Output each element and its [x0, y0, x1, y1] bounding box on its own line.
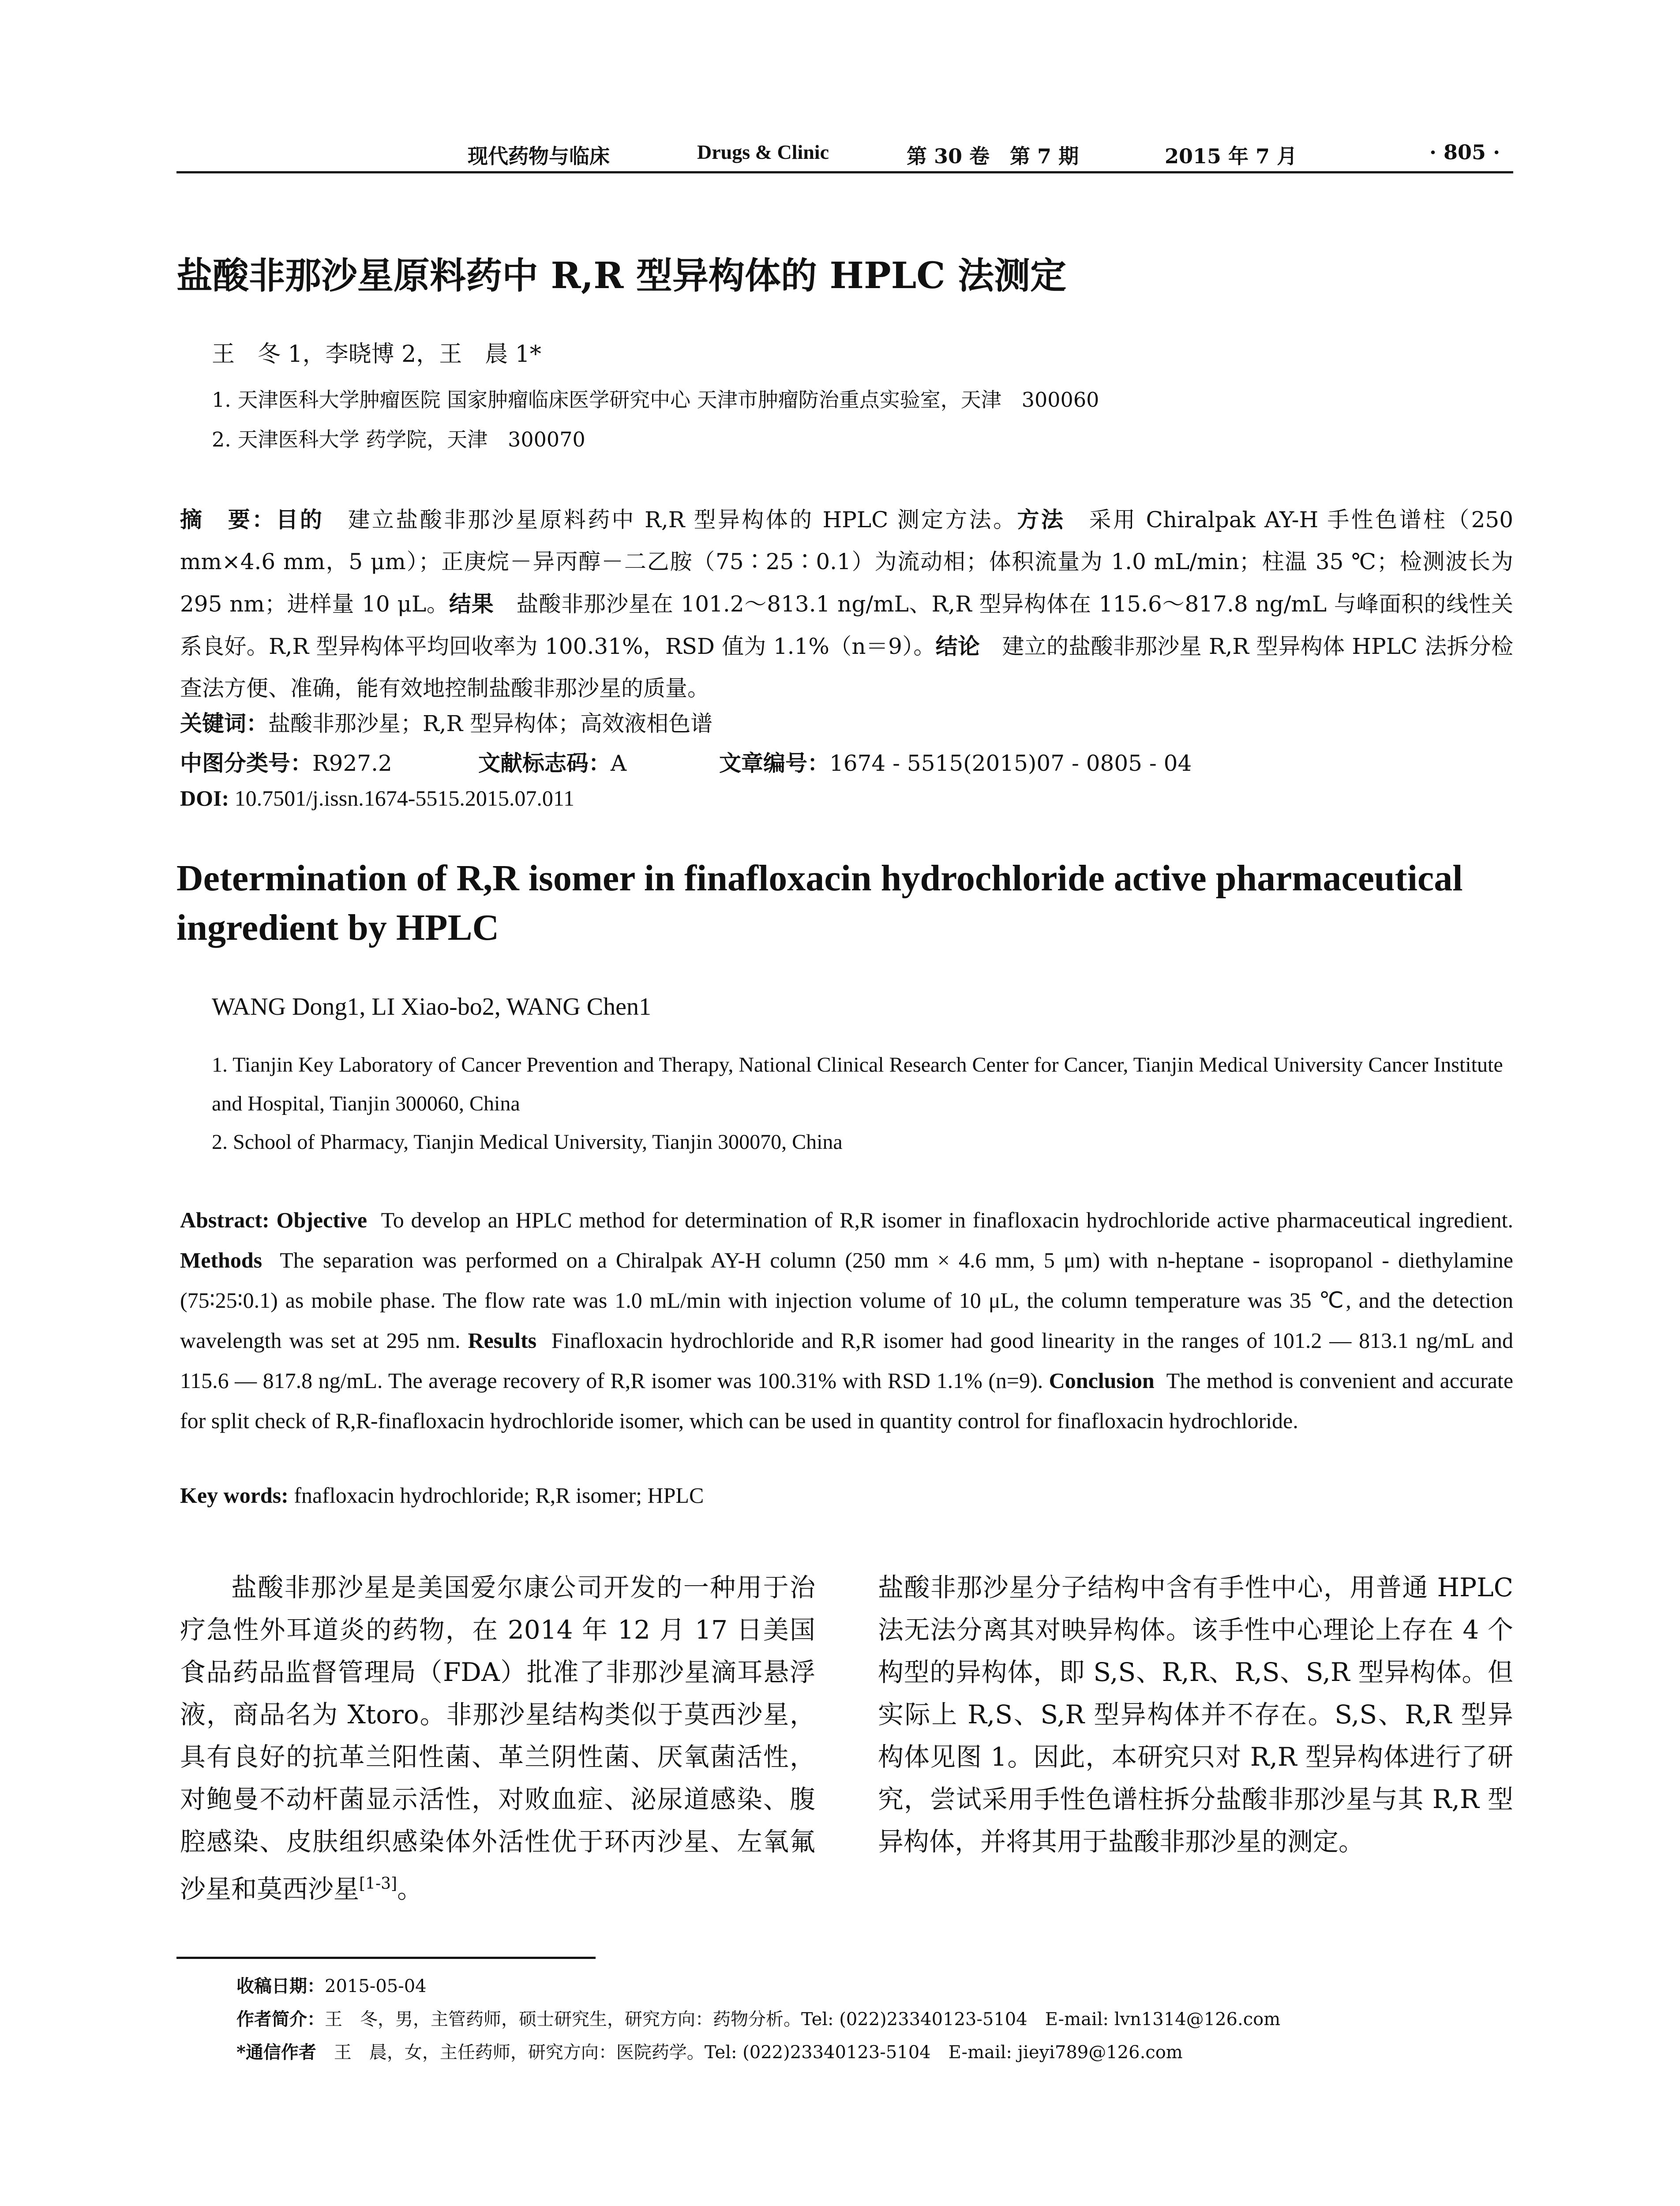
- objective-en: To develop an HPLC method for determination of R,R isomer in finafloxacin hydrochloride active pharmaceutical ingredient.: [381, 1208, 1514, 1232]
- keywords-en-text: fnafloxacin hydrochloride; R,R isomer; HPLC: [294, 1483, 704, 1508]
- page-number: · 805 ·: [1429, 140, 1500, 164]
- conclusion-cn-label: 结论: [935, 633, 980, 659]
- keywords-cn: [180, 706, 712, 738]
- results-en: Finafloxacin hydrochloride and R,R isomer had good linearity in the ranges of 101.2 — 813.1 ng/mL and 115.6 — 817.8 ng/mL. The average recovery of R,R isomer was 100.31% with RSD 1.1% (n=9).: [180, 1328, 1514, 1393]
- objective-cn: 建立盐酸非那沙星原料药中 R,R 型异构体的 HPLC 测定方法。: [348, 507, 1017, 533]
- footnote-author: [236, 2005, 1280, 2030]
- received-label: 收稿日期：: [236, 1976, 325, 1996]
- keywords-cn-text: 盐酸非那沙星；R,R 型异构体；高效液相色谱: [268, 711, 713, 736]
- methods-cn: 采用 Chiralpak AY-H 手性色谱柱（250 mm×4.6 mm，5 μm）；正庚烷－异丙醇－二乙胺（75∶25∶0.1）为流动相；体积流量为 1.0 mL/min；柱温 35 ℃；检测波长为 295 nm；进样量 10 μL。: [180, 507, 1514, 617]
- running-header: [176, 140, 1513, 173]
- results-cn: 盐酸非那沙星在 101.2～813.1 ng/mL、R,R 型异构体在 115.6～817.8 ng/mL 与峰面积的线性关系良好。R,R 型异构体平均回收率为 100.31%，RSD 值为 1.1%（n＝9）。: [180, 591, 1514, 659]
- abstract-en-label: Abstract:: [180, 1208, 270, 1232]
- clc-label: 中图分类号：: [180, 750, 312, 776]
- methods-en-label: Methods: [180, 1248, 262, 1272]
- keywords-en-label: Key words:: [180, 1483, 289, 1508]
- reference-marker: [1-3]: [359, 1875, 398, 1893]
- author-bio: 王 冬，男，主管药师，硕士研究生，研究方向：药物分析。Tel: (022)23340123-5104 E-mail: lvn1314@126.com: [325, 2009, 1281, 2030]
- journal-name-en: Drugs & Clinic: [697, 141, 829, 163]
- affiliation-en-1: 1. Tianjin Key Laboratory of Cancer Prevention and Therapy, National Clinical Research Center for Cancer, Tianjin Medical University Cancer Institute and Hospital, Tianjin 300060, China: [212, 1053, 1503, 1115]
- methods-en: The separation was performed on a Chiralpak AY-H column (250 mm × 4.6 mm, 5 μm) with n-heptane - isopropanol - diethylamine (75∶25∶0.1) as mobile phase. The flow rate was 1.0 mL/min with injection volume of 10 μL, the column temperature was 35 ℃, and the detection wavelength was set at 295 nm.: [180, 1248, 1513, 1353]
- footnote-received: [236, 1972, 427, 1997]
- title-en: Determination of R,R isomer in finafloxacin hydrochloride active pharmaceutical ingredient by HPLC: [176, 858, 1463, 948]
- abstract-cn-label: 摘 要：: [180, 506, 276, 533]
- conclusion-cn: 建立的盐酸非那沙星 R,R 型异构体 HPLC 法拆分检查法方便、准确，能有效地控制盐酸非那沙星的质量。: [180, 634, 1514, 701]
- authors-en: WANG Dong1, LI Xiao-bo2, WANG Chen1: [212, 993, 651, 1020]
- footnote-rule: [176, 1957, 596, 1959]
- keywords-cn-label: 关键词：: [180, 710, 268, 736]
- objective-en-label: Objective: [276, 1208, 368, 1232]
- affiliation-cn-1: 1. 天津医科大学肿瘤医院 国家肿瘤临床医学研究中心 天津市肿瘤防治重点实验室，天津 300060: [212, 388, 1099, 412]
- clc-value: R927.2: [312, 750, 392, 776]
- doc-code-value: A: [611, 750, 627, 776]
- abstract-cn: [180, 499, 1513, 709]
- body-paragraph-1-end: 。: [397, 1874, 423, 1904]
- classification-line: [180, 746, 1192, 777]
- article-number-value: 1674 - 5515(2015)07 - 0805 - 04: [829, 750, 1192, 776]
- doi-value: 10.7501/j.issn.1674-5515.2015.07.011: [234, 786, 574, 810]
- doi-label: DOI:: [180, 786, 229, 810]
- title-cn: 盐酸非那沙星原料药中 R,R 型异构体的 HPLC 法测定: [176, 255, 1067, 297]
- body-paragraph-1: 盐酸非那沙星是美国爱尔康公司开发的一种用于治疗急性外耳道炎的药物，在 2014 年 12 月 17 日美国食品药品监督管理局（FDA）批准了非那沙星滴耳悬浮液，商品名为 Xtoro。非那沙星结构类似于莫西沙星，具有良好的抗革兰阳性菌、革兰阴性菌、厌氧菌活性，对鲍曼不动杆菌显示活性，对败血症、泌尿道感染、腹腔感染、皮肤组织感染体外活性优于环丙沙星、左氧氟沙星和莫西沙星: [180, 1572, 815, 1904]
- body-paragraph-2: 盐酸非那沙星分子结构中含有手性中心，用普通 HPLC 法无法分离其对映异构体。该手性中心理论上存在 4 个构型的异构体，即 S,S、R,R、R,S、S,R 型异构体。但实际上 R,S、S,R 型异构体并不存在。S,S、R,R 型异构体见图 1。因此，本研究只对 R,R 型异构体进行了研究，尝试采用手性色谱柱拆分盐酸非那沙星与其 R,R 型异构体，并将其用于盐酸非那沙星的测定。: [878, 1572, 1513, 1857]
- results-en-label: Results: [468, 1328, 537, 1353]
- corresponding-label: *通信作者: [236, 2042, 316, 2063]
- conclusion-en-label: Conclusion: [1049, 1368, 1155, 1393]
- article-number-label: 文章编号：: [719, 750, 829, 776]
- body-column-left: [180, 1566, 815, 1910]
- received-date: 2015-05-04: [325, 1976, 427, 1996]
- issue-info: 第 30 卷 第 7 期: [907, 144, 1079, 168]
- affiliation-en-2: 2. School of Pharmacy, Tianjin Medical University, Tianjin 300070, China: [212, 1130, 843, 1154]
- journal-name-cn: 现代药物与临床: [468, 144, 610, 168]
- corresponding-author: 王 晨，女，主任药师，研究方向：医院药学。Tel: (022)23340123-5104 E-mail: jieyi789@126.com: [334, 2042, 1183, 2063]
- keywords-en: [180, 1482, 704, 1508]
- doc-code-label: 文献标志码：: [478, 750, 611, 776]
- authors-cn: 王 冬 1，李晓博 2，王 晨 1*: [212, 341, 541, 368]
- issue-date: 2015 年 7 月: [1165, 144, 1298, 168]
- affiliation-cn-2: 2. 天津医科大学 药学院，天津 300070: [212, 428, 585, 451]
- doi-line: [180, 785, 574, 811]
- methods-cn-label: 方法: [1017, 506, 1065, 533]
- footnote-corresponding: [236, 2038, 1183, 2063]
- body-column-right: [878, 1566, 1513, 1863]
- objective-cn-label: 目的: [276, 506, 324, 533]
- results-cn-label: 结果: [449, 591, 494, 617]
- conclusion-en: The method is convenient and accurate for split check of R,R-finafloxacin hydrochloride isomer, which can be used in quantity control for finafloxacin hydrochloride.: [180, 1368, 1514, 1433]
- author-bio-label: 作者简介：: [236, 2009, 325, 2030]
- abstract-en: [180, 1200, 1513, 1441]
